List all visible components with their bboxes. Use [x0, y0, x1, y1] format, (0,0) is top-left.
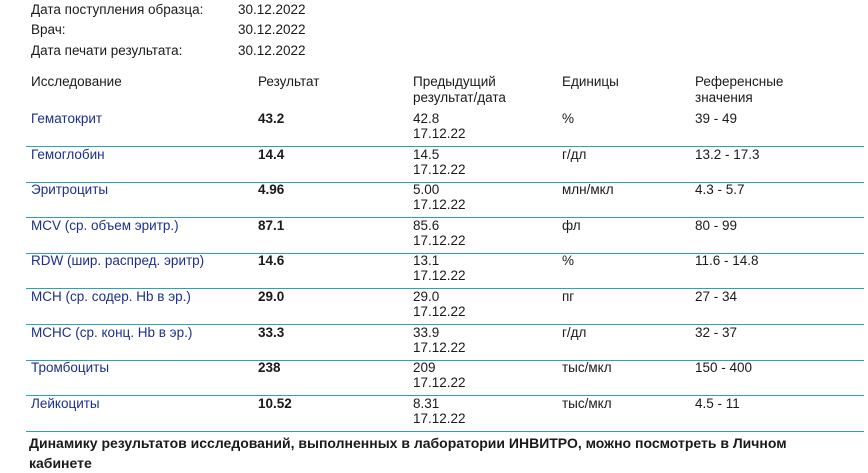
previous-value: 14.5 — [413, 147, 440, 162]
test-unit: % — [562, 253, 575, 268]
reference-range: 4.3 - 5.7 — [695, 182, 745, 197]
test-unit: г/дл — [562, 147, 587, 162]
previous-value: 33.9 — [413, 325, 440, 340]
table-row — [26, 180, 864, 218]
test-result: 87.1 — [258, 218, 285, 233]
previous-value: 8.31 — [413, 396, 440, 411]
test-result: 14.6 — [258, 253, 285, 268]
sample-date-value: 30.12.2022 — [238, 2, 306, 17]
test-name: MCHC (ср. конц. Hb в эр.) — [31, 325, 193, 340]
footer-note: Динамику результатов исследований, выполненных в лаборатории ИНВИТРО, можно посмотреть в Личном кабинете — [29, 435, 787, 471]
test-result: 4.96 — [258, 182, 285, 197]
previous-date: 17.12.22 — [413, 126, 466, 141]
previous-result — [413, 253, 466, 283]
reference-range: 13.2 - 17.3 — [695, 147, 760, 162]
previous-date: 17.12.22 — [413, 411, 466, 426]
test-unit: % — [562, 111, 575, 126]
test-name: Гемоглобин — [31, 147, 105, 162]
previous-result — [413, 289, 466, 319]
test-name: Эритроциты — [31, 182, 109, 197]
table-row — [26, 287, 864, 325]
previous-value: 209 — [413, 360, 436, 375]
test-unit: г/дл — [562, 325, 587, 340]
previous-value: 85.6 — [413, 218, 440, 233]
test-name: Гематокрит — [31, 111, 103, 126]
test-unit: млн/мкл — [562, 182, 614, 197]
table-row — [26, 323, 864, 361]
header-test: Исследование — [31, 74, 122, 89]
test-unit: тыс/мкл — [562, 360, 612, 375]
previous-result — [413, 325, 466, 355]
previous-result — [413, 218, 466, 248]
print-date-value: 30.12.2022 — [238, 43, 306, 58]
test-unit: фл — [562, 218, 581, 233]
print-date-row — [31, 41, 306, 61]
test-name: MCV (ср. объем эритр.) — [31, 218, 179, 233]
header-previous: Предыдущий результат/дата — [413, 74, 506, 105]
test-result: 238 — [258, 360, 281, 375]
reference-range: 32 - 37 — [695, 325, 738, 340]
previous-value: 5.00 — [413, 182, 440, 197]
table-row — [26, 358, 864, 396]
table-row — [26, 251, 864, 289]
test-result: 10.52 — [258, 396, 292, 411]
test-result: 14.4 — [258, 147, 285, 162]
previous-result — [413, 111, 466, 141]
test-name: MCH (ср. содер. Hb в эр.) — [31, 289, 191, 304]
reference-range: 11.6 - 14.8 — [695, 253, 759, 268]
previous-date: 17.12.22 — [413, 304, 466, 319]
doctor-value: 30.12.2022 — [238, 22, 306, 37]
previous-date: 17.12.22 — [413, 162, 466, 177]
test-result: 33.3 — [258, 325, 285, 340]
test-unit: тыс/мкл — [562, 396, 612, 411]
previous-date: 17.12.22 — [413, 340, 466, 355]
table-row — [26, 145, 864, 183]
header-reference: Референсные значения — [695, 74, 784, 105]
previous-date: 17.12.22 — [413, 375, 466, 390]
previous-value: 13.1 — [413, 253, 440, 268]
doctor-label: Врач: — [31, 22, 66, 37]
sample-date-row — [31, 0, 306, 20]
reference-range: 39 - 49 — [695, 111, 738, 126]
previous-result — [413, 396, 466, 426]
test-name: Тромбоциты — [31, 360, 110, 375]
reference-range: 27 - 34 — [695, 289, 738, 304]
reference-range: 80 - 99 — [695, 218, 738, 233]
previous-result — [413, 147, 466, 177]
test-unit: пг — [562, 289, 575, 304]
doctor-row — [31, 20, 306, 40]
table-row — [26, 394, 864, 432]
previous-result — [413, 182, 466, 212]
print-date-label: Дата печати результата: — [31, 43, 183, 58]
previous-date: 17.12.22 — [413, 233, 466, 248]
test-result: 43.2 — [258, 111, 285, 126]
header-units: Единицы — [562, 74, 619, 89]
sample-date-label: Дата поступления образца: — [31, 2, 204, 17]
previous-value: 42.8 — [413, 111, 440, 126]
reference-range: 4.5 - 11 — [695, 396, 740, 411]
header-result: Результат — [258, 74, 320, 89]
previous-value: 29.0 — [413, 289, 440, 304]
table-row — [26, 109, 864, 147]
test-name: Лейкоциты — [31, 396, 100, 411]
previous-date: 17.12.22 — [413, 268, 466, 283]
previous-result — [413, 360, 466, 390]
previous-date: 17.12.22 — [413, 197, 466, 212]
test-name: RDW (шир. распред. эритр) — [31, 253, 205, 268]
test-result: 29.0 — [258, 289, 285, 304]
table-row — [26, 216, 864, 254]
reference-range: 150 - 400 — [695, 360, 753, 375]
